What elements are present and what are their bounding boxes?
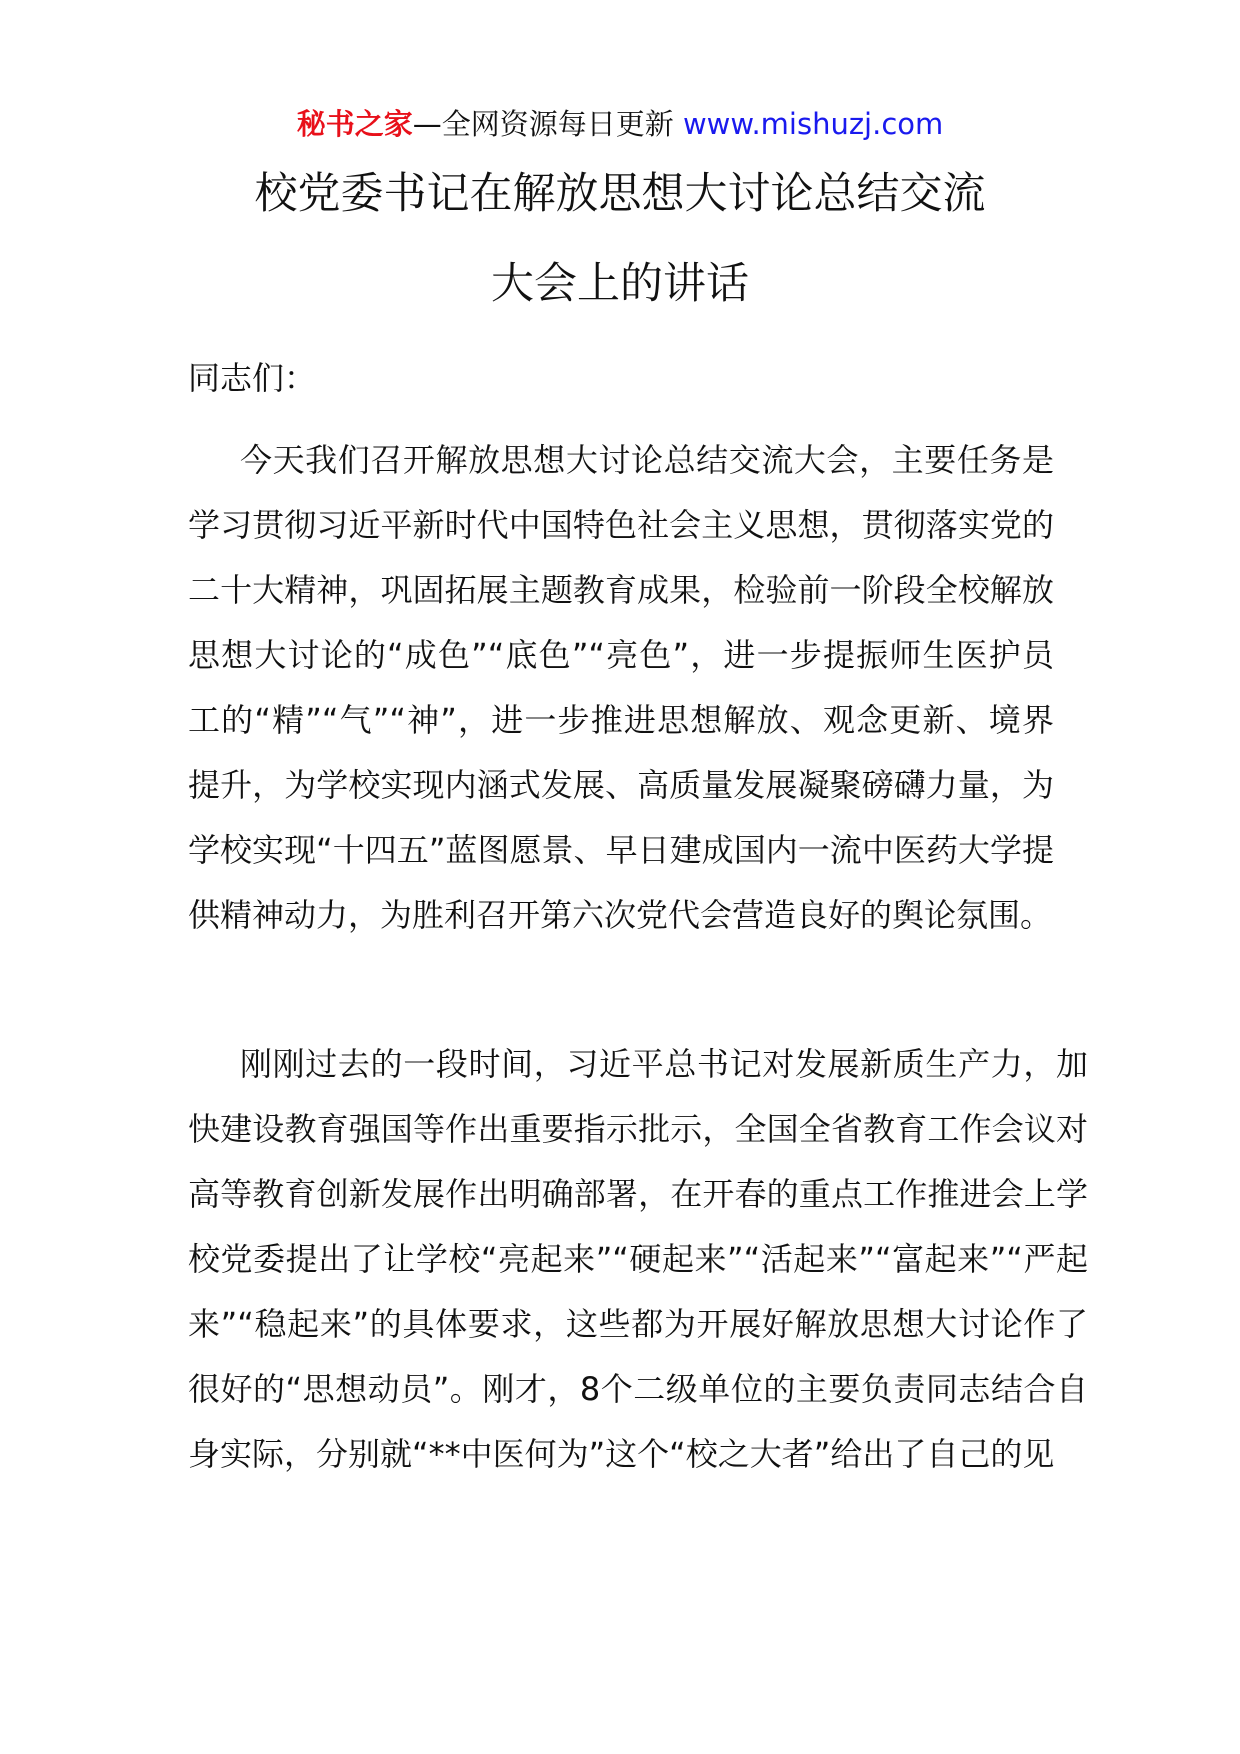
- brand-name: 秘书之家: [296, 107, 413, 141]
- body-paragraph-1: 今天我们召开解放思想大讨论总结交流大会，主要任务是学习贯彻习近平新时代中国特色社会主义思想，贯彻落实党的二十大精神，巩固拓展主题教育成果，检验前一阶段全校解放思想大讨论的“成色”“底色”“亮色”，进一步提振师生医护员工的“精”“气”“神”，进一步推进思想解放、观念更新、境界提升，为学校实现内涵式发展、高质量发展凝聚磅礴力量，为学校实现“十四五”蓝图愿景、早日建成国内一流中医药大学提供精神动力，为胜利召开第六次党代会营造良好的舆论氛围。: [188, 441, 1054, 934]
- salutation: 同志们：: [188, 359, 317, 397]
- document-title-line-1: 校党委书记在解放思想大讨论总结交流: [254, 169, 986, 219]
- site-header: [0, 104, 1240, 144]
- header-tagline: —全网资源每日更新: [412, 107, 683, 141]
- site-url[interactable]: www.mishuzj.com: [682, 107, 944, 141]
- body-paragraph-2: 刚刚过去的一段时间，习近平总书记对发展新质生产力，加快建设教育强国等作出重要指示批示，全国全省教育工作会议对高等教育创新发展作出明确部署，在开春的重点工作推进会上学校党委提出了让学校“亮起来”“硬起来”“活起来”“富起来”“严起来”“稳起来”的具体要求，这些都为开展好解放思想大讨论作了很好的“思想动员”。刚才，8个二级单位的主要负责同志结合自身实际，分别就“**中医何为”这个“校之大者”给出了自己的见: [188, 1045, 1088, 1473]
- document-title-line-2: 大会上的讲话: [491, 259, 749, 309]
